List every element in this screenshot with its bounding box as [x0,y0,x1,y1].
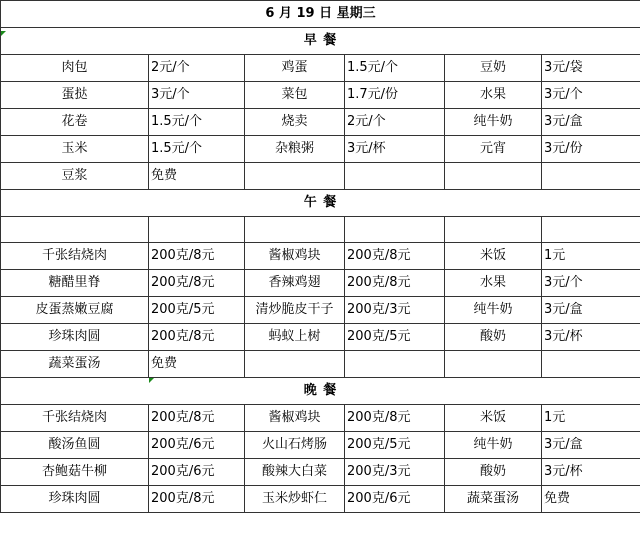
price-cell: 200克/8元 [345,243,445,270]
dish-name-cell: 菜包 [245,82,345,109]
dish-name-cell: 豆奶 [445,55,542,82]
price-cell: 200克/8元 [149,486,245,513]
table-row [1,432,640,459]
price-cell: 200克/5元 [345,324,445,351]
table-row [1,217,640,243]
price-cell: 3元/杯 [542,324,640,351]
dish-name-cell: 酱椒鸡块 [245,405,345,432]
price-cell [345,217,445,243]
price-cell: 200克/8元 [149,405,245,432]
price-cell: 200克/3元 [345,459,445,486]
price-cell: 200克/3元 [345,297,445,324]
section-header-row [1,190,640,217]
price-cell: 1.5元/个 [149,136,245,163]
section-heading: 午 餐 [1,190,640,217]
dish-name-cell: 清炒脆皮干子 [245,297,345,324]
dish-name-cell: 纯牛奶 [445,432,542,459]
dish-name-cell: 玉米炒虾仁 [245,486,345,513]
price-cell: 3元/盒 [542,109,640,136]
price-cell [345,351,445,378]
price-cell: 1元 [542,243,640,270]
dish-name-cell [445,163,542,190]
dish-name-cell: 酸汤鱼圆 [1,432,149,459]
price-cell [345,163,445,190]
price-cell: 1.5元/个 [149,109,245,136]
price-cell: 3元/杯 [542,459,640,486]
dish-name-cell: 鸡蛋 [245,55,345,82]
dish-name-cell: 米饭 [445,243,542,270]
dish-name-cell: 肉包 [1,55,149,82]
table-row [1,270,640,297]
price-cell [149,217,245,243]
dish-name-cell: 蔬菜蛋汤 [445,486,542,513]
dish-name-cell: 酸奶 [445,324,542,351]
price-cell: 1元 [542,405,640,432]
section-heading: 晚 餐 [1,378,640,405]
price-cell [542,163,640,190]
price-cell: 3元/盒 [542,297,640,324]
table-row [1,324,640,351]
dish-name-cell: 米饭 [445,405,542,432]
section-heading: 早 餐 [1,28,640,55]
dish-name-cell [445,217,542,243]
price-cell [542,217,640,243]
price-cell: 2元/个 [345,109,445,136]
table-row [1,136,640,163]
table-row [1,486,640,513]
price-cell: 3元/个 [542,270,640,297]
table-row [1,243,640,270]
dish-name-cell: 千张结烧肉 [1,243,149,270]
price-cell: 200克/8元 [149,324,245,351]
price-cell: 200克/6元 [149,432,245,459]
dish-name-cell: 豆浆 [1,163,149,190]
title-row [1,1,640,28]
price-cell [542,351,640,378]
price-cell: 3元/份 [542,136,640,163]
dish-name-cell: 香辣鸡翅 [245,270,345,297]
table-row [1,82,640,109]
dish-name-cell: 蔬菜蛋汤 [1,351,149,378]
dish-name-cell: 花卷 [1,109,149,136]
price-cell: 1.5元/个 [345,55,445,82]
dish-name-cell: 蛋挞 [1,82,149,109]
price-cell: 2元/个 [149,55,245,82]
dish-name-cell [245,217,345,243]
dish-name-cell: 蚂蚁上树 [245,324,345,351]
dish-name-cell: 酸奶 [445,459,542,486]
dish-name-cell [245,351,345,378]
price-cell: 200克/8元 [149,243,245,270]
section-header-row [1,28,640,55]
price-cell: 200克/6元 [345,486,445,513]
dish-name-cell: 皮蛋蒸嫩豆腐 [1,297,149,324]
table-row [1,351,640,378]
dish-name-cell: 珍珠肉圆 [1,486,149,513]
price-cell: 1.7元/份 [345,82,445,109]
table-row [1,55,640,82]
table-row [1,163,640,190]
price-cell: 3元/个 [149,82,245,109]
table-row [1,459,640,486]
dish-name-cell: 水果 [445,82,542,109]
dish-name-cell: 纯牛奶 [445,297,542,324]
price-cell: 免费 [542,486,640,513]
dish-name-cell [245,163,345,190]
price-cell: 3元/个 [542,82,640,109]
price-cell: 200克/5元 [345,432,445,459]
table-row [1,405,640,432]
dish-name-cell: 玉米 [1,136,149,163]
price-cell: 免费 [149,163,245,190]
comment-marker-icon [149,378,154,383]
dish-name-cell: 酱椒鸡块 [245,243,345,270]
price-cell: 3元/杯 [345,136,445,163]
price-cell: 200克/8元 [345,405,445,432]
price-cell: 免费 [149,351,245,378]
dish-name-cell: 杏鲍菇牛柳 [1,459,149,486]
dish-name-cell: 火山石烤肠 [245,432,345,459]
comment-marker-icon [1,31,6,36]
dish-name-cell: 杂粮粥 [245,136,345,163]
dish-name-cell: 烧卖 [245,109,345,136]
table-row [1,109,640,136]
price-cell: 200克/8元 [149,270,245,297]
menu-date-title: 6 月 19 日 星期三 [1,1,640,28]
price-cell: 200克/8元 [345,270,445,297]
dish-name-cell: 纯牛奶 [445,109,542,136]
dish-name-cell: 糖醋里脊 [1,270,149,297]
dish-name-cell: 酸辣大白菜 [245,459,345,486]
table-row [1,297,640,324]
dish-name-cell: 元宵 [445,136,542,163]
price-cell: 3元/袋 [542,55,640,82]
price-cell: 3元/盒 [542,432,640,459]
price-cell: 200克/6元 [149,459,245,486]
dish-name-cell [445,351,542,378]
dish-name-cell: 珍珠肉圆 [1,324,149,351]
price-cell: 200克/5元 [149,297,245,324]
dish-name-cell: 千张结烧肉 [1,405,149,432]
section-header-row [1,378,640,405]
dish-name-cell [1,217,149,243]
dish-name-cell: 水果 [445,270,542,297]
